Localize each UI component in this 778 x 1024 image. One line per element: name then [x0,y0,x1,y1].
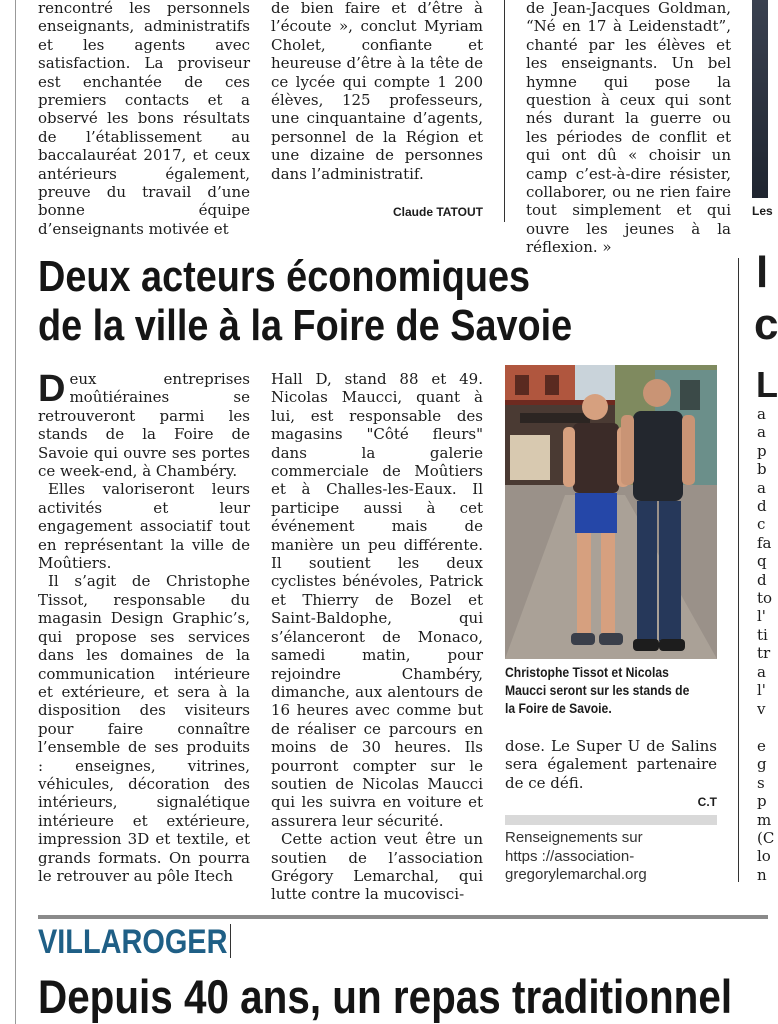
top-right-text-fragment: Les [752,204,773,218]
article-dropcap: D [38,368,66,410]
right-letter-6: c [757,515,766,534]
right-letter-1: a [757,423,766,442]
top-column-3-text: de Jean-Jacques Goldman, “Né en 17 à Leidenstadt”, chanté par les élèves et les enseignants. Un bel hymne qui pose la question à ceux qui sont nés durant la guerre ou les périodes de conflit et qui ont dû « choisir un camp c’est-à-dire résister, collaborer, ou ne rien faire tout simplement et qui ouvre les jeunes à la réflexion. » [526,0,731,257]
right-letter-lower-2: s [757,773,765,792]
right-letter-4: a [757,478,766,497]
right-letter-8: q [757,552,767,571]
info-url-line-1: https ://association- [505,847,635,865]
right-letter-10: to [757,589,773,608]
photo-caption: Christophe Tissot et Nicolas Maucci seront sur les stands de la Foire de Savoie. [505,665,690,716]
article-column-2-paragraph-2: Cette action veut être un soutien de l’association Grégory Lemarchal, qui lutte contre la mucovisci- [271,830,483,904]
top-column-2 [271,0,483,183]
right-headline-fragment-2: c [754,300,778,349]
article-column-1-paragraph-3: Il s’agit de Christophe Tissot, responsable du magasin Design Graphic’s, qui propose ses services dans les domaines de la communication intérieure et extérieure, et sera à la disposition des visiteurs pour faire connaître l’ensemble de ses produits : enseignes, vitrines, véhicules, décoration des intérieurs, signalétique intérieure et extérieure, impression 3D et textile, et grands formats. On pourra le retrouver au pôle Itech [38,572,250,885]
right-letter-15: l' [757,681,766,700]
article-paragraph-1-text: eux entreprises moûtiéraines se retrouveront parmi les stands de la Foire de Savoie qui ouvre ses portes ce week-end, à Chambéry. [38,370,250,481]
right-letter-12: ti [757,625,768,644]
article-photo [505,365,717,659]
info-url-line-2: gregorylemarchal.org [505,866,647,883]
right-letter-13: tr [757,644,771,663]
top-signature: Claude TATOUT [393,205,483,219]
right-letter-lower-1: g [757,755,767,774]
top-column-divider [504,0,505,222]
right-column-divider [738,258,739,882]
right-letter-16: v [757,699,766,718]
article-column-2-paragraph-1: Hall D, stand 88 et 49. Nicolas Maucci, quant à lui, est responsable des magasins "Côté fleurs" dans la galerie commerciale de Moûtiers et à Challes-les-Eaux. Il participe aussi à cet événement mais de manière un peu différente. Il soutient les deux cyclistes bénévoles, Patrick et Thierry de Bozel et Saint-Baldophe, qui s’élanceront de Monaco, samedi matin, pour rejoindre Chambéry, dimanche, aux alentours de 16 heures avec comme but de réaliser ce parcours en moins de 30 heures. Ils pourront compter sur le soutien de Nicolas Maucci qui les suivra en voiture et assurera leur sécurité. [271,370,483,830]
right-letter-14: a [757,662,766,681]
info-label: Renseignements sur [505,829,643,846]
article-column-1-paragraph-2: Elles valoriseront leurs activités et leur engagement associatif tout en représentant la ville de Moûtiers. [38,480,250,573]
right-column-text-fragment-lower [757,737,775,884]
top-column-1 [38,0,250,238]
top-column-1-text: rencontré les personnels enseignants, administratifs et les agents avec satisfaction. La proviseur est enchantée de ces premiers contacts et a observé les bons résultats de l’établissement au baccalauréat 2017, et ceux antérieurs également, preuve du travail d’une bonne équipe d’enseignants motivée et [38,0,250,238]
info-bar [505,815,717,825]
right-letter-11: l' [757,607,766,626]
page-left-border [15,0,16,1024]
article-column-1-paragraph-1 [38,370,250,480]
section-kicker: VILLAROGER [38,923,228,961]
photo-illustration [505,365,717,659]
right-letter-2: p [757,441,767,460]
top-column-3 [526,0,731,257]
article-column-2 [271,370,483,904]
right-letter-lower-6: lo [757,847,771,866]
right-column-text-fragment [757,405,773,735]
right-letter-lower-7: n [757,865,767,884]
right-letter-lower-5: (C [757,829,775,848]
top-column-2-text: de bien faire et d’être à l’écoute », conclut Myriam Cholet, confiante et heureuse d’être à la tête de ce lycée qui compte 1 200 élèves, 125 professeurs, une cinquantaine d’agents, personnel de la Région et une dizaine de personnes dans l’administratif. [271,0,483,183]
article-headline-line-2: de la ville à la Foire de Savoie [38,301,573,350]
right-letter-9: d [757,570,767,589]
right-letter-7: fa [757,533,772,552]
right-letter-lower-3: p [757,792,767,811]
right-letter-lower-4: m [757,810,772,829]
kicker-divider [230,924,231,958]
article-headline-line-1: Deux acteurs économiques [38,252,531,301]
article-column-1 [38,370,250,885]
info-box [505,829,717,885]
right-letter-3: b [757,460,767,479]
right-letter-5: d [757,497,767,516]
article-column-3 [505,737,717,792]
right-headline-fragment-1: l [756,248,769,297]
right-letter-0: a [757,405,766,423]
top-right-photo-fragment [752,0,768,198]
article-column-3-text: dose. Le Super U de Salins sera également partenaire de ce défi. [505,737,717,792]
right-letter-lower-0: e [757,737,766,755]
article-signature: C.T [697,795,717,809]
section-rule [38,915,768,919]
bottom-headline: Depuis 40 ans, un repas traditionnel [38,970,733,1023]
right-dropcap-fragment: L [756,364,778,405]
